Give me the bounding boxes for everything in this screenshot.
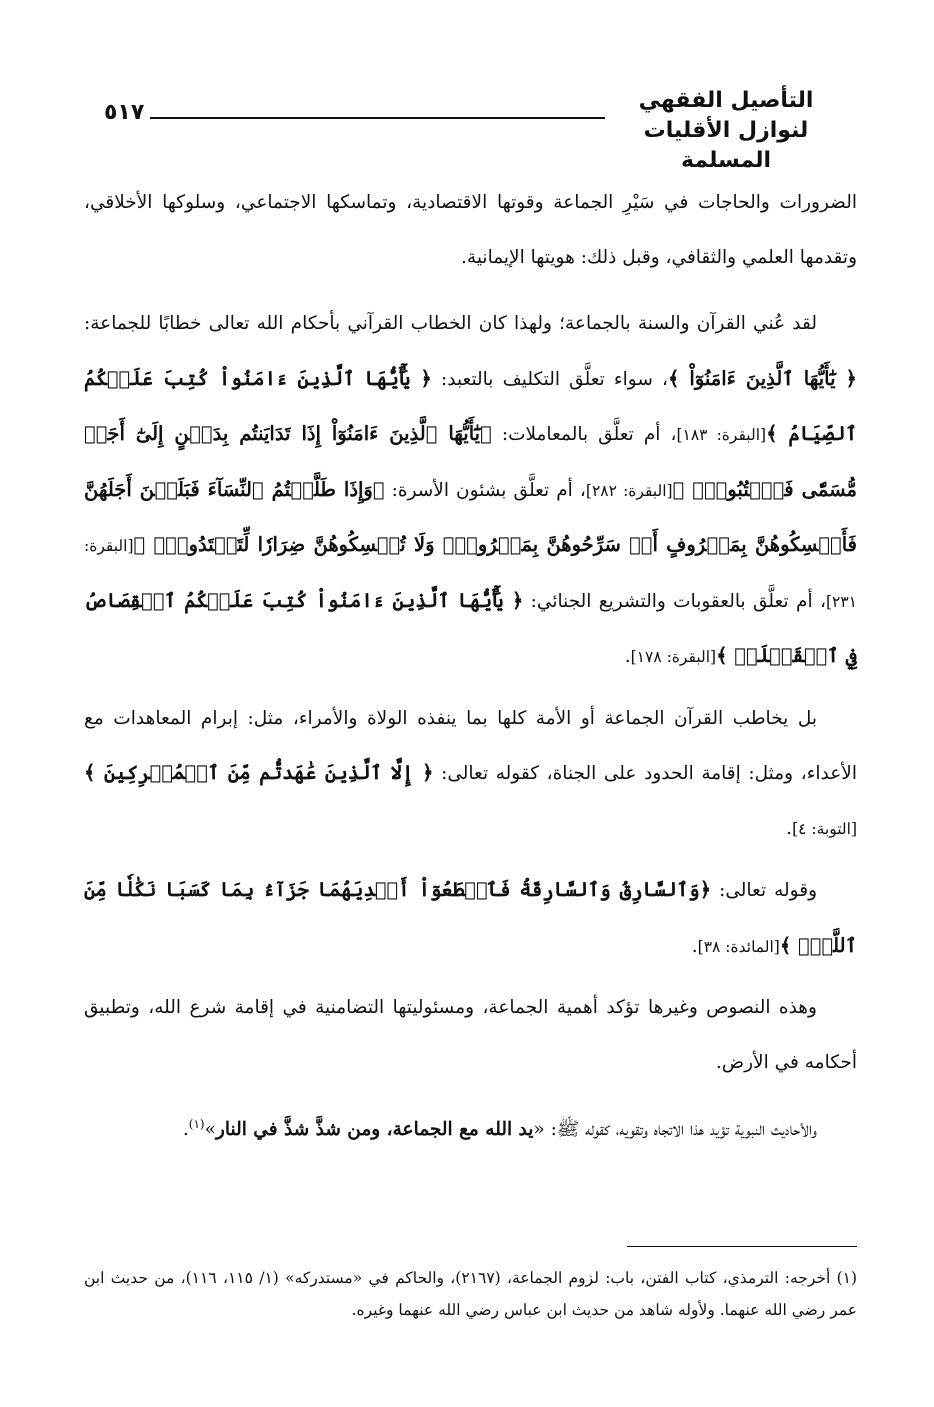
- text: .: [691, 935, 698, 957]
- paragraph-1: الضرورات والحاجات في سَيْرِ الجماعة وقوتها الاقتصادية، وتماسكها الاجتماعي، وسلوكها الأخلاقي، وتقدمها العلمي والثقافي، وقبل ذلك: هويتها الإيمانية.: [84, 192, 857, 268]
- hadith-text: يد الله مع الجماعة، ومن شذَّ شذَّ في النار: [215, 1119, 534, 1141]
- verse-reference: [البقرة: ١٨٣]: [676, 426, 767, 444]
- text: لقد عُني القرآن والسنة بالجماعة؛ ولهذا كان الخطاب القرآني بأحكام الله تعالى خطابًا للجماعة:: [84, 313, 817, 334]
- text: .: [624, 646, 631, 667]
- quran-verse: ﴿يَٰٓأَيُّهَا ٱلَّذِينَ ءَامَنُوٓاْ إِذَا تَدَايَنتُم بِدَيۡنٍ إِلَىٰٓ أَجَلٖ مُّسَمّٗى فَٱكۡتُبُوهُۚ ﴾: [84, 422, 857, 501]
- header-title-line1: التأصيل الفقهي: [638, 88, 814, 113]
- text: بل يخاطب القرآن الجماعة أو الأمة كلها بما ينفذه الولاة والأمراء، مثل: إبرام المعاهدات مع الأعداء، ومثل: إقامة الحدود على الجناة، كقوله تعالى:: [84, 707, 857, 784]
- footnotes: [84, 1262, 857, 1326]
- text: وقوله تعالى:: [711, 880, 817, 901]
- verse-reference: [البقرة: ١٧٨]: [630, 648, 717, 666]
- text: ، أم تعلَّق بالمعاملات:: [491, 424, 677, 445]
- verse-reference: [البقرة: ٢٨٢]: [585, 481, 673, 500]
- paragraph-4: [84, 863, 857, 974]
- text: ، سواء تعلَّق التكليف بالتعبد:: [431, 368, 668, 390]
- verse-reference: [المائدة: ٣٨]: [697, 937, 780, 956]
- page-number: ٥١٧: [104, 100, 145, 125]
- paragraph-6: [84, 1097, 857, 1158]
- text: .: [182, 1119, 189, 1141]
- quran-verse: ﴿ إِلَّا ٱلَّذِينَ عَٰهَدتُّم مِّنَ ٱلۡمُشۡرِكِينَ ﴾: [84, 761, 434, 784]
- footnote-rule: [627, 1246, 857, 1247]
- quran-verse: ﴿ يَٰٓأَيُّهَا ٱلَّذِينَ ءَامَنُوٓاْ ﴾: [667, 366, 857, 390]
- running-header-title: [596, 86, 856, 176]
- text: »: [204, 1119, 216, 1141]
- header-rule: [150, 117, 605, 119]
- quran-verse: ﴿ يَٰٓأَيُّهَا ٱلَّذِينَ ءَامَنُواْ كُتِبَ عَلَيۡكُمُ ٱلصِّيَامُ ﴾: [84, 366, 857, 445]
- paragraph-3: [84, 692, 857, 857]
- verse-reference: [التوبة: ٤]: [792, 819, 857, 838]
- paragraph-2: [84, 297, 857, 685]
- header-title-line2: لنوازل الأقليات المسلمة: [643, 118, 809, 173]
- main-text: [84, 176, 857, 1165]
- verse-reference: [البقرة: ٢٣١]: [84, 537, 857, 611]
- footnote-marker: (١): [188, 1117, 205, 1131]
- paragraph-5: وهذه النصوص وغيرها تؤكد أهمية الجماعة، ومسئوليتها التضامنية في إقامة شرع الله، وتطبيق أحكامه في الأرض.: [84, 997, 857, 1073]
- text: .: [786, 817, 793, 839]
- text: والأحاديث النبوية تؤيد هذا الاتجاه وتقويه، كقوله ﷺ: «: [533, 1119, 817, 1141]
- quran-verse: ﴿وَٱلسَّارِقُ وَٱلسَّارِقَةُ فَٱقۡطَعُوٓاْ أَيۡدِيَهُمَا جَزَآءَۢ بِمَا كَسَبَا نَكَٰلٗا مِّنَ ٱللَّهِۗ ﴾: [84, 878, 857, 957]
- text: ، أم تعلَّق بشئون الأسرة:: [384, 479, 586, 501]
- footnote-1: (١) أخرجه: الترمذي، كتاب الفتن، باب: لزوم الجماعة، (٢١٦٧)، والحاكم في «مستدركه» (١/ ١١٥، ١١٦)، من حديث ابن عمر رضي الله عنهما. ولأوله شاهد من حديث ابن عباس رضي الله عنهما وغيره.: [84, 1269, 858, 1319]
- text: ، أم تعلَّق بالعقوبات والتشريع الجنائي:: [523, 590, 826, 612]
- quran-verse: ﴿وَإِذَا طَلَّقۡتُمُ ٱلنِّسَآءَ فَبَلَغۡنَ أَجَلَهُنَّ فَأَمۡسِكُوهُنَّ بِمَعۡرُوفٍ أَوۡ سَرِّحُوهُنَّ بِمَعۡرُوفٖۚ وَلَا تُمۡسِكُوهُنَّ ضِرَارٗا لِّتَعۡتَدُواْۚ ﴾: [84, 477, 857, 556]
- quran-verse: ﴿ يَٰٓأَيُّهَا ٱلَّذِينَ ءَامَنُواْ كُتِبَ عَلَيۡكُمُ ٱلۡقِصَاصُ فِي ٱلۡقَتۡلَىۖ ﴾: [84, 588, 857, 667]
